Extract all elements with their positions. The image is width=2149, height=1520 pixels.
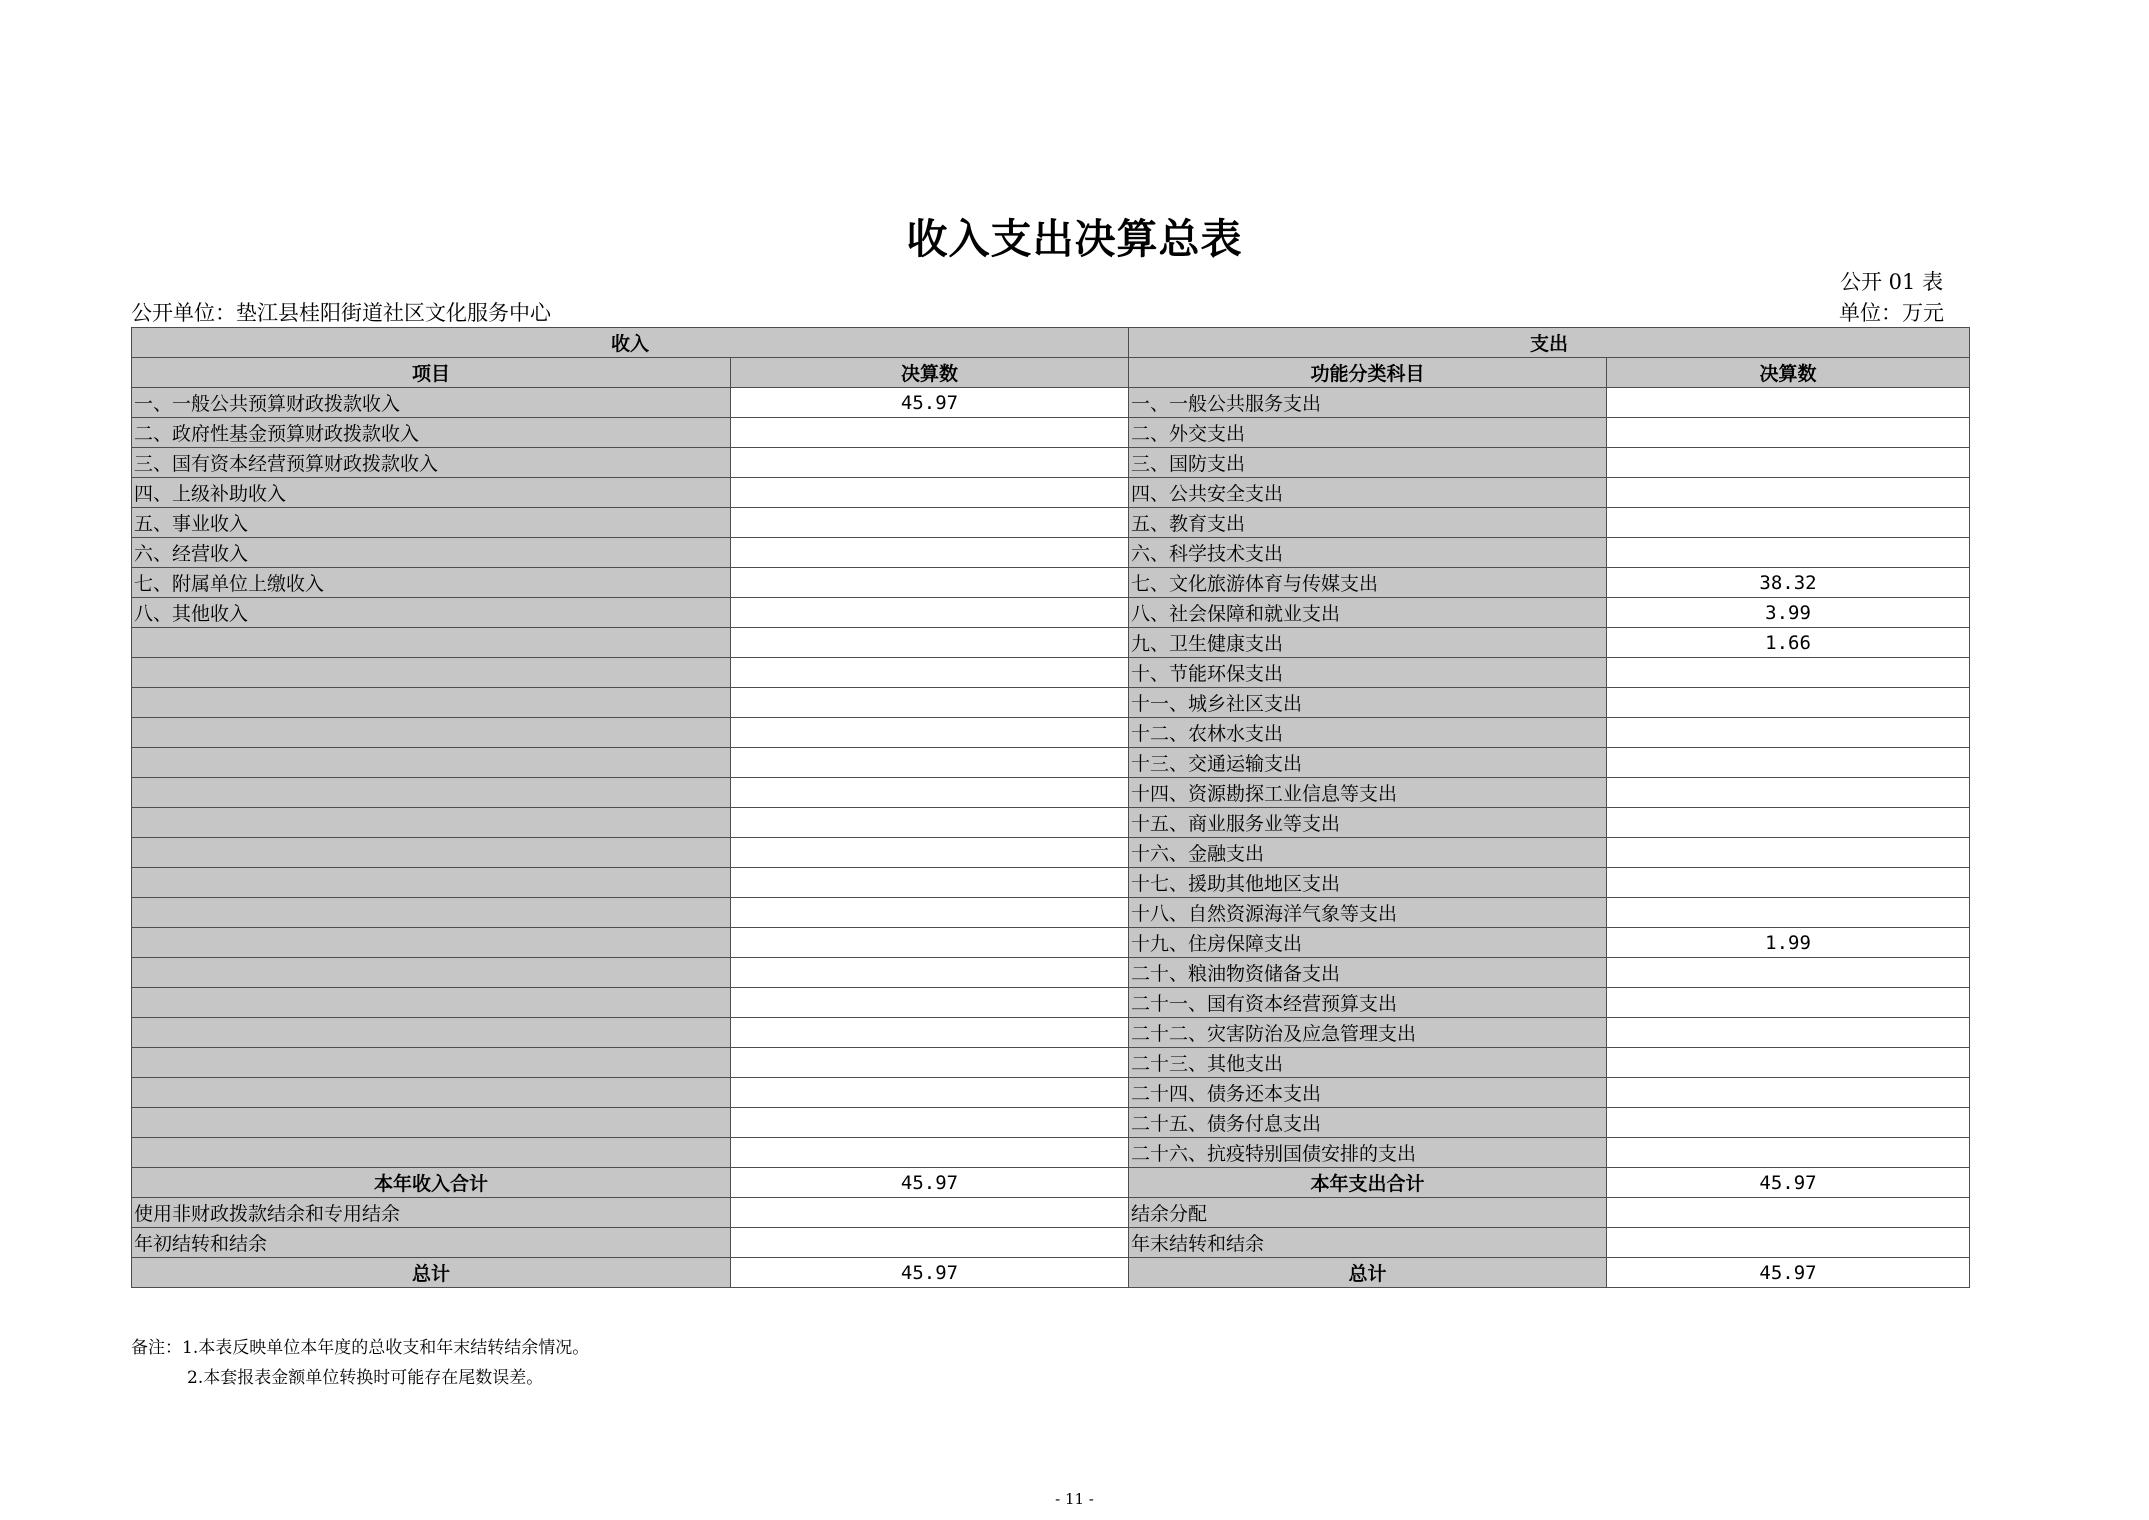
table-row [132,898,1970,928]
expense-amount-cell [1607,1198,1970,1228]
table-row [132,508,1970,538]
income-item-cell: 总计 [132,1258,731,1288]
section-header-row [132,328,1970,358]
expense-amount-cell [1607,748,1970,778]
income-amount-cell [731,568,1129,598]
income-amount-cell [731,1018,1129,1048]
year-total-row [132,1168,1970,1198]
expense-item-cell: 结余分配 [1129,1198,1607,1228]
income-amount-cell [731,898,1129,928]
income-item-cell: 年初结转和结余 [132,1228,731,1258]
expense-amount-cell [1607,1078,1970,1108]
expense-item-cell: 十八、自然资源海洋气象等支出 [1129,898,1607,928]
table-row [132,388,1970,418]
expense-item-cell: 十六、金融支出 [1129,838,1607,868]
expense-amount-cell [1607,1048,1970,1078]
column-header-row [132,358,1970,388]
expense-amount-cell: 1.66 [1607,628,1970,658]
expense-item-cell: 十九、住房保障支出 [1129,928,1607,958]
function-subject-column-header: 功能分类科目 [1129,358,1607,388]
expense-item-cell: 二十六、抗疫特别国债安排的支出 [1129,1138,1607,1168]
income-amount-cell [731,808,1129,838]
expense-item-cell: 四、公共安全支出 [1129,478,1607,508]
table-row [132,958,1970,988]
income-amount-cell [731,868,1129,898]
expense-amount-cell [1607,778,1970,808]
income-item-cell [132,748,731,778]
table-row [132,628,1970,658]
income-amount-cell [731,1048,1129,1078]
income-item-cell [132,1018,731,1048]
expense-amount-cell [1607,418,1970,448]
income-amount-cell [731,448,1129,478]
table-row [132,1138,1970,1168]
expense-item-cell: 八、社会保障和就业支出 [1129,598,1607,628]
income-item-cell: 五、事业收入 [132,508,731,538]
expense-amount-cell: 45.97 [1607,1258,1970,1288]
table-row [132,1078,1970,1108]
table-row [132,538,1970,568]
expense-amount-cell [1607,478,1970,508]
expense-item-cell: 本年支出合计 [1129,1168,1607,1198]
expense-amount-cell [1607,1138,1970,1168]
expense-section-header: 支出 [1129,328,1970,358]
table-row [132,928,1970,958]
item-column-header: 项目 [132,358,731,388]
table-row [132,778,1970,808]
income-item-cell: 使用非财政拨款结余和专用结余 [132,1198,731,1228]
expense-amount-cell [1607,1108,1970,1138]
table-row [132,418,1970,448]
expense-amount-cell [1607,808,1970,838]
income-item-cell [132,898,731,928]
expense-amount-cell [1607,1228,1970,1258]
income-item-cell [132,988,731,1018]
expense-item-cell: 一、一般公共服务支出 [1129,388,1607,418]
income-item-cell [132,718,731,748]
income-amount-cell [731,508,1129,538]
table-row [132,448,1970,478]
income-item-cell [132,688,731,718]
income-item-cell: 八、其他收入 [132,598,731,628]
income-amount-cell [731,598,1129,628]
income-item-cell [132,868,731,898]
balance-row [132,1228,1970,1258]
income-item-cell [132,1048,731,1078]
expense-amount-cell [1607,1018,1970,1048]
expense-item-cell: 二十四、债务还本支出 [1129,1078,1607,1108]
currency-unit: 单位：万元 [1839,301,1944,325]
income-amount-cell [731,778,1129,808]
expense-amount-cell [1607,988,1970,1018]
table-row [132,718,1970,748]
expense-amount-cell: 45.97 [1607,1168,1970,1198]
expense-item-cell: 十四、资源勘探工业信息等支出 [1129,778,1607,808]
expense-item-cell: 二十三、其他支出 [1129,1048,1607,1078]
page-number: - 11 - [1055,1490,1094,1508]
income-amount-cell [731,478,1129,508]
income-item-cell: 二、政府性基金预算财政拨款收入 [132,418,731,448]
income-amount-cell [731,988,1129,1018]
income-amount-cell [731,928,1129,958]
expense-item-cell: 总计 [1129,1258,1607,1288]
expense-item-cell: 十、节能环保支出 [1129,658,1607,688]
note-2: 2.本套报表金额单位转换时可能存在尾数误差。 [187,1368,544,1388]
income-amount-cell [731,1228,1129,1258]
income-amount-column-header: 决算数 [731,358,1129,388]
expense-item-cell: 年末结转和结余 [1129,1228,1607,1258]
expense-item-cell: 十三、交通运输支出 [1129,748,1607,778]
expense-amount-cell [1607,718,1970,748]
expense-amount-cell [1607,508,1970,538]
table-row [132,1018,1970,1048]
table-row [132,658,1970,688]
income-amount-cell [731,748,1129,778]
expense-amount-cell [1607,868,1970,898]
expense-item-cell: 二十、粮油物资储备支出 [1129,958,1607,988]
table-row [132,808,1970,838]
form-number: 公开 01 表 [1840,270,1944,294]
income-item-cell [132,808,731,838]
income-item-cell [132,1108,731,1138]
notes [131,1333,589,1393]
expense-item-cell: 六、科学技术支出 [1129,538,1607,568]
income-amount-cell [731,958,1129,988]
expense-item-cell: 三、国防支出 [1129,448,1607,478]
table-row [132,598,1970,628]
expense-amount-cell: 38.32 [1607,568,1970,598]
expense-item-cell: 二、外交支出 [1129,418,1607,448]
expense-amount-cell [1607,538,1970,568]
income-item-cell: 六、经营收入 [132,538,731,568]
expense-item-cell: 十二、农林水支出 [1129,718,1607,748]
table-row [132,568,1970,598]
income-amount-cell [731,1198,1129,1228]
expense-item-cell: 十五、商业服务业等支出 [1129,808,1607,838]
income-amount-cell [731,688,1129,718]
expense-item-cell: 十一、城乡社区支出 [1129,688,1607,718]
income-section-header: 收入 [132,328,1129,358]
income-item-cell [132,1078,731,1108]
expense-amount-cell: 1.99 [1607,928,1970,958]
income-amount-cell [731,838,1129,868]
expense-amount-column-header: 决算数 [1607,358,1970,388]
income-item-cell [132,928,731,958]
expense-amount-cell [1607,448,1970,478]
note-1: 备注：1.本表反映单位本年度的总收支和年末结转结余情况。 [131,1338,590,1358]
balance-row [132,1198,1970,1228]
income-amount-cell [731,718,1129,748]
table-row [132,838,1970,868]
income-item-cell [132,958,731,988]
expense-amount-cell [1607,658,1970,688]
expense-item-cell: 二十一、国有资本经营预算支出 [1129,988,1607,1018]
expense-item-cell: 十七、援助其他地区支出 [1129,868,1607,898]
table-row [132,1048,1970,1078]
income-amount-cell: 45.97 [731,1258,1129,1288]
income-amount-cell: 45.97 [731,1168,1129,1198]
income-amount-cell [731,538,1129,568]
income-item-cell: 一、一般公共预算财政拨款收入 [132,388,731,418]
income-item-cell [132,778,731,808]
table-row [132,868,1970,898]
table-row [132,478,1970,508]
expense-item-cell: 二十五、债务付息支出 [1129,1108,1607,1138]
expense-item-cell: 二十二、灾害防治及应急管理支出 [1129,1018,1607,1048]
income-amount-cell [731,418,1129,448]
expense-amount-cell: 3.99 [1607,598,1970,628]
expense-amount-cell [1607,688,1970,718]
expense-amount-cell [1607,898,1970,928]
income-amount-cell [731,658,1129,688]
expense-amount-cell [1607,958,1970,988]
page-title: 收入支出决算总表 [906,215,1243,263]
income-item-cell [132,1138,731,1168]
income-expense-table [131,327,1970,1288]
income-item-cell: 三、国有资本经营预算财政拨款收入 [132,448,731,478]
table-row [132,688,1970,718]
table-row [132,988,1970,1018]
income-item-cell [132,628,731,658]
income-amount-cell [731,1108,1129,1138]
income-item-cell: 七、附属单位上缴收入 [132,568,731,598]
expense-amount-cell [1607,388,1970,418]
income-item-cell: 四、上级补助收入 [132,478,731,508]
income-item-cell [132,838,731,868]
table-row [132,748,1970,778]
income-amount-cell: 45.97 [731,388,1129,418]
expense-item-cell: 七、文化旅游体育与传媒支出 [1129,568,1607,598]
expense-item-cell: 九、卫生健康支出 [1129,628,1607,658]
expense-item-cell: 五、教育支出 [1129,508,1607,538]
grand-total-row [132,1258,1970,1288]
income-item-cell: 本年收入合计 [132,1168,731,1198]
income-amount-cell [731,628,1129,658]
table-row [132,1108,1970,1138]
income-amount-cell [731,1138,1129,1168]
expense-amount-cell [1607,838,1970,868]
income-amount-cell [731,1078,1129,1108]
income-item-cell [132,658,731,688]
reporting-unit: 公开单位：垫江县桂阳街道社区文化服务中心 [131,301,551,325]
